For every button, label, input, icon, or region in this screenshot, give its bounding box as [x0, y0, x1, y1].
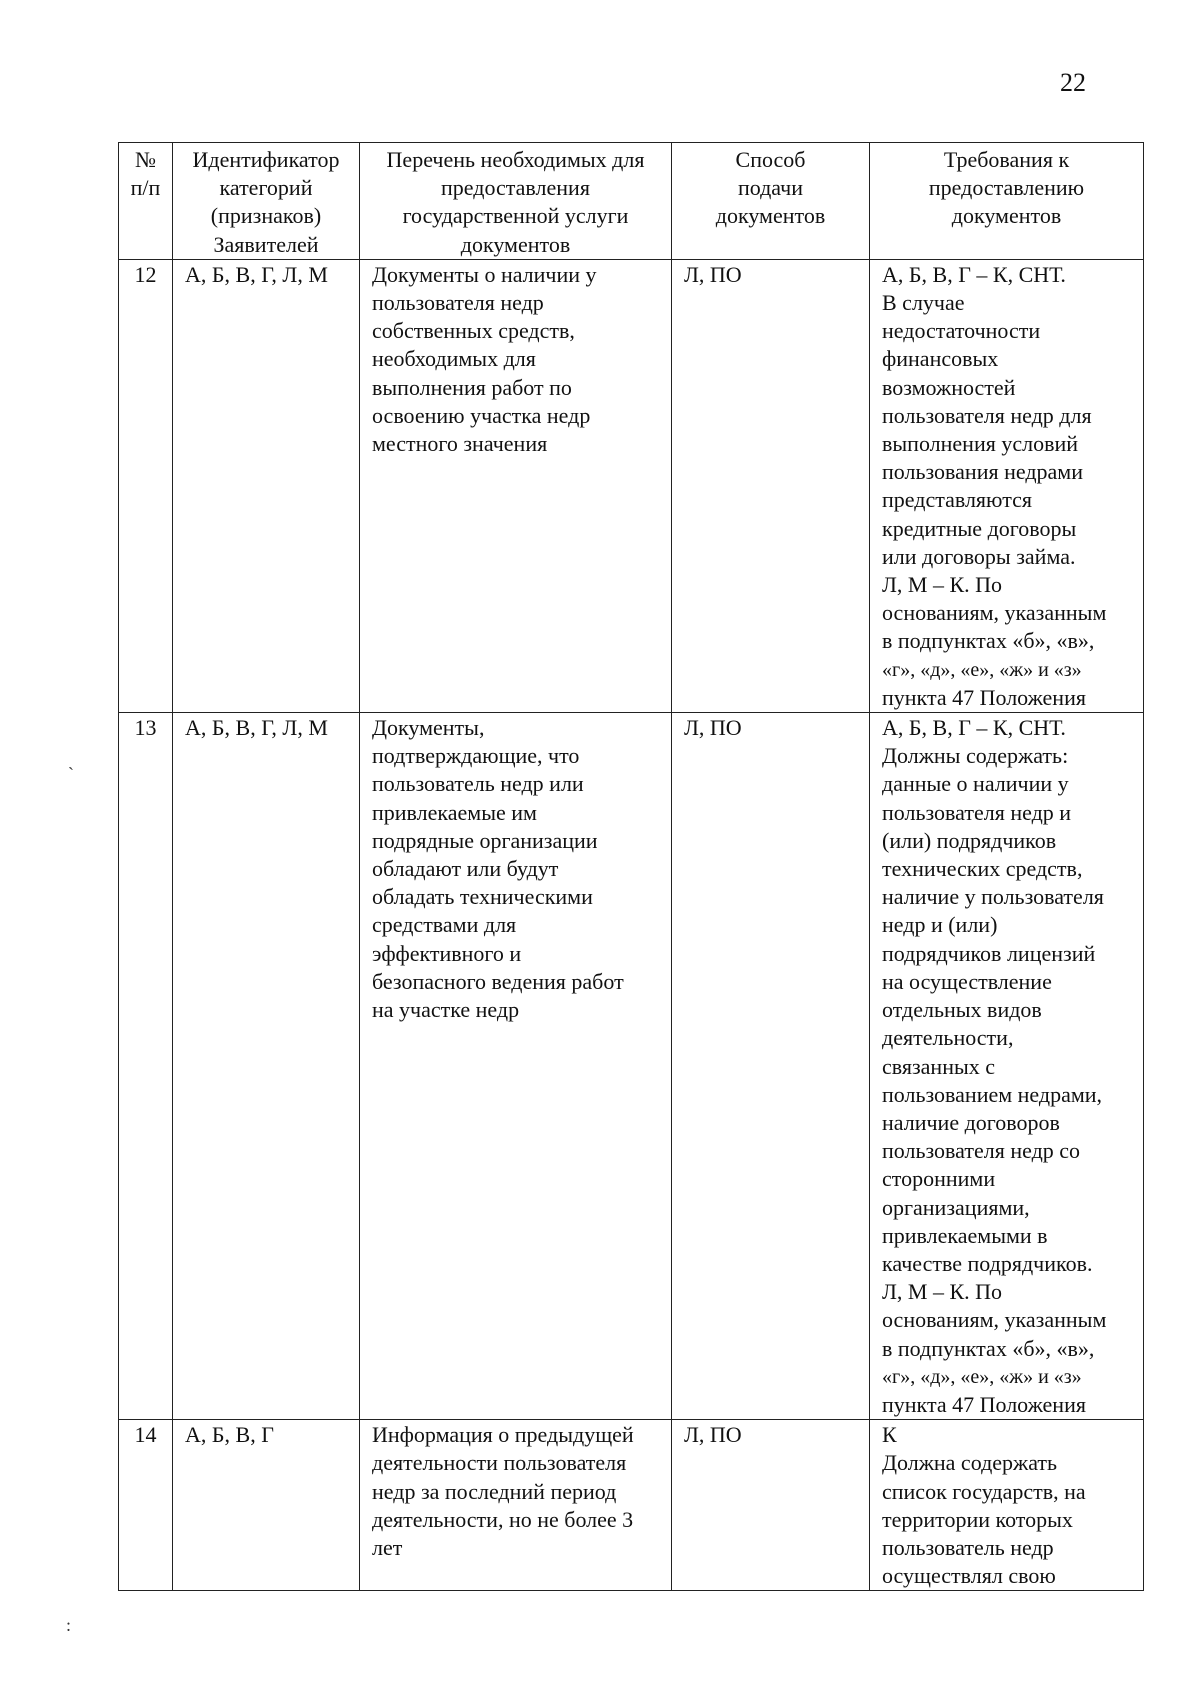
cell-line: пункта 47 Положения	[882, 684, 1086, 710]
row-documents	[360, 259, 672, 712]
cell-line: представляются	[882, 487, 1032, 513]
row-method: Л, ПО	[672, 1420, 870, 1591]
row-documents	[360, 713, 672, 1420]
cell-line: необходимых для	[372, 346, 536, 372]
cell-line: Идентификатор	[192, 147, 340, 172]
cell-line: основаниям, указанным	[882, 1307, 1107, 1333]
cell-line: наличие договоров	[882, 1109, 1060, 1135]
cell-line: деятельности пользователя	[372, 1450, 627, 1476]
cell-line: Перечень необходимых для	[386, 147, 645, 172]
cell-line: обладать техническими	[372, 884, 593, 910]
cell-line: эффективного и	[372, 940, 522, 966]
page-number: 22	[1060, 68, 1086, 97]
table-header-row	[119, 143, 1144, 260]
cell-line: предоставления	[441, 175, 590, 201]
cell-line: местного значения	[372, 431, 548, 457]
cell-line: Документы,	[372, 715, 485, 741]
cell-line: Информация о предыдущей	[372, 1422, 634, 1448]
cell-line: качестве подрядчиков.	[882, 1250, 1093, 1276]
row-requirements	[870, 259, 1144, 712]
cell-line: осуществлял свою	[882, 1563, 1056, 1589]
cell-line: подрядные организации	[372, 827, 598, 853]
cell-line: Требования к	[943, 147, 1070, 172]
cell-line: на осуществление	[882, 968, 1052, 994]
cell-line: на участке недр	[372, 997, 520, 1023]
row-categories: А, Б, В, Г, Л, М	[173, 259, 360, 712]
cell-line: привлекаемые им	[372, 799, 537, 825]
cell-line: возможностей	[882, 374, 1016, 400]
cell-line: подрядчиков лицензий	[882, 940, 1096, 966]
cell-line: документов	[951, 203, 1062, 229]
cell-line: наличие у пользователя	[882, 884, 1104, 910]
cell-line: основаниям, указанным	[882, 600, 1107, 626]
cell-line: пользователя недр со	[882, 1138, 1081, 1164]
cell-line: или договоры займа.	[882, 543, 1076, 569]
cell-line: подтверждающие, что	[372, 743, 580, 769]
cell-line: деятельности, но не более 3	[372, 1506, 634, 1532]
cell-line: деятельности,	[882, 1025, 1014, 1051]
cell-line: пользователя недр	[372, 290, 544, 316]
cell-line: территории которых	[882, 1506, 1073, 1532]
cell-line: пользованием недрами,	[882, 1081, 1103, 1107]
row-requirements	[870, 713, 1144, 1420]
cell-line: средствами для	[372, 912, 517, 938]
cell-line: подачи	[737, 175, 804, 201]
table-row	[119, 713, 1144, 1420]
row-number: 14	[119, 1420, 173, 1591]
documents-table	[118, 142, 1144, 1591]
cell-line: недр и (или)	[882, 912, 998, 938]
table-row	[119, 1420, 1144, 1591]
cell-line: сторонними	[882, 1166, 996, 1192]
cell-line: технических средств,	[882, 856, 1083, 882]
cell-line: выполнения работ по	[372, 374, 572, 400]
header-categories	[173, 143, 360, 260]
cell-line: лет	[372, 1534, 403, 1560]
cell-line: категорий	[219, 175, 313, 201]
cell-line: освоению участка недр	[372, 402, 591, 428]
cell-line: недостаточности	[882, 318, 1041, 344]
cell-line: Документы о наличии у	[372, 261, 597, 287]
cell-line: пользователя недр для	[882, 402, 1092, 428]
cell-line: пользователь недр	[882, 1534, 1054, 1560]
cell-line: А, Б, В, Г – К, СНТ.	[882, 715, 1066, 741]
cell-line: Заявителей	[213, 231, 319, 257]
cell-line: отдельных видов	[882, 997, 1042, 1023]
cell-line: привлекаемыми в	[882, 1222, 1048, 1248]
cell-line: финансовых	[882, 346, 999, 372]
row-number: 12	[119, 259, 173, 712]
row-documents	[360, 1420, 672, 1591]
row-requirements	[870, 1420, 1144, 1591]
cell-line: недр за последний период	[372, 1478, 617, 1504]
cell-line: пункта 47 Положения	[882, 1391, 1086, 1417]
cell-line: А, Б, В, Г – К, СНТ.	[882, 261, 1066, 287]
row-method: Л, ПО	[672, 713, 870, 1420]
table-row	[119, 259, 1144, 712]
cell-line: пользования недрами	[882, 459, 1083, 485]
cell-line: данные о наличии у	[882, 771, 1069, 797]
header-requirements	[870, 143, 1144, 260]
cell-line: организациями,	[882, 1194, 1030, 1220]
cell-line: пользователя недр и	[882, 799, 1072, 825]
scan-artifact-mark: ˋ	[68, 764, 74, 784]
cell-line: Должны содержать:	[882, 743, 1069, 769]
cell-line: безопасного ведения работ	[372, 968, 624, 994]
header-submission-method	[672, 143, 870, 260]
cell-line: пользователь недр или	[372, 771, 584, 797]
header-number	[119, 143, 173, 260]
cell-line: В случае	[882, 290, 965, 316]
cell-line: Л, М – К. По	[882, 572, 1003, 598]
cell-line: п/п	[130, 175, 161, 201]
cell-line: предоставлению	[928, 175, 1085, 201]
cell-line: государственной услуги	[402, 203, 629, 229]
header-documents-list	[360, 143, 672, 260]
cell-line: собственных средств,	[372, 318, 575, 344]
cell-line: обладают или будут	[372, 856, 559, 882]
cell-line: в подпунктах «б», «в»,	[882, 1335, 1095, 1361]
cell-line: К	[882, 1422, 897, 1448]
cell-line: связанных с	[882, 1053, 996, 1079]
cell-line: «г», «д», «е», «ж» и «з»	[882, 1365, 1082, 1388]
cell-line: документов	[715, 203, 826, 229]
cell-line: список государств, на	[882, 1478, 1086, 1504]
row-categories: А, Б, В, Г	[173, 1420, 360, 1591]
row-categories: А, Б, В, Г, Л, М	[173, 713, 360, 1420]
scan-artifact-mark: :	[66, 1615, 72, 1635]
cell-line: в подпунктах «б», «в»,	[882, 628, 1095, 654]
row-method: Л, ПО	[672, 259, 870, 712]
cell-line: Должна содержать	[882, 1450, 1058, 1476]
cell-line: кредитные договоры	[882, 515, 1077, 541]
cell-line: выполнения условий	[882, 431, 1079, 457]
cell-line: Л, М – К. По	[882, 1279, 1003, 1305]
cell-line: №	[135, 147, 156, 172]
cell-line: «г», «д», «е», «ж» и «з»	[882, 658, 1082, 681]
row-number: 13	[119, 713, 173, 1420]
cell-line: (признаков)	[210, 203, 322, 229]
cell-line: (или) подрядчиков	[882, 827, 1057, 853]
cell-line: документов	[460, 231, 571, 257]
cell-line: Способ	[735, 147, 806, 172]
